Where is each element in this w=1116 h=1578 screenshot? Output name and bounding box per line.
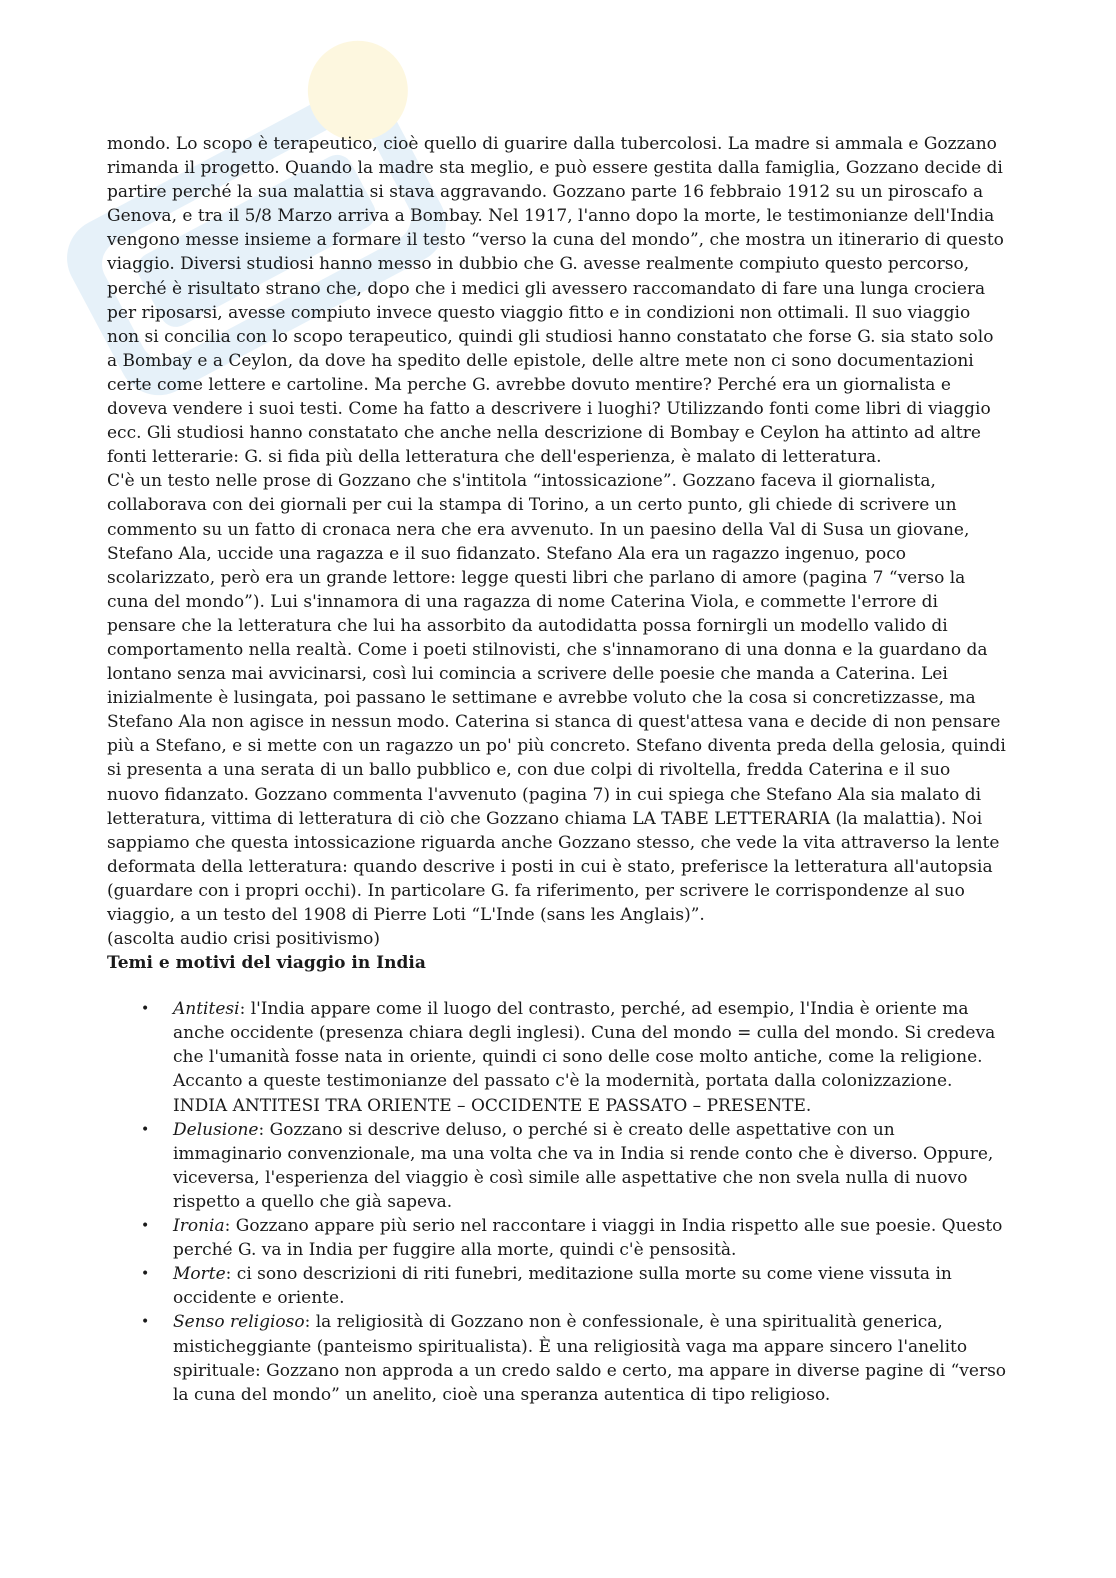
bullet-icon: • xyxy=(141,1121,150,1138)
list-item xyxy=(141,997,1007,1117)
theme-term: Antitesi xyxy=(173,999,240,1020)
section-heading: Temi e motivi del viaggio in India xyxy=(107,953,426,974)
list-item xyxy=(141,1262,1007,1310)
list-item xyxy=(141,1214,1007,1262)
paragraph-note: (ascolta audio crisi positivismo) xyxy=(107,929,381,950)
themes-list xyxy=(107,997,1007,1407)
bullet-icon: • xyxy=(141,1314,150,1331)
paragraph-viaggio: mondo. Lo scopo è terapeutico, cioè quello di guarire dalla tubercolosi. La madre si ammala e Gozzano rimanda il progetto. Quando la madre sta meglio, e può essere gestita dalla famiglia, Gozzano decide di partire perché la sua malattia si stava aggravando. Gozzano parte 16 febbraio 1912 su un piroscafo a Genova, e tra il 5/8 Marzo arriva a Bombay. Nel 1917, l'anno dopo la morte, le testimonianze dell'India vengono messe insieme a formare il testo “verso la cuna del mondo”, che mostra un itinerario di questo viaggio. Diversi studiosi hanno messo in dubbio che G. avesse realmente compiuto questo percorso, perché è risultato strano che, dopo che i medici gli avessero raccomandato di fare una lunga crociera per riposarsi, avesse compiuto invece questo viaggio fitto e in condizioni non ottimali. Il suo viaggio non si concilia con lo scopo terapeutico, quindi gli studiosi hanno constatato che forse G. sia stato solo a Bombay e a Ceylon, da dove ha spedito delle epistole, delle altre mete non ci sono documentazioni certe come lettere e cartoline. Ma perche G. avrebbe dovuto mentire? Perché era un giornalista e doveva vendere i suoi testi. Come ha fatto a descrivere i luoghi? Utilizzando fonti come libri di viaggio ecc. Gli studiosi hanno constatato che anche nella descrizione di Bombay e Ceylon ha attinto ad altre fonti letterarie: G. si fida più della letteratura che dell'esperienza, è malato di letteratura. xyxy=(107,134,1004,468)
theme-term: Senso religioso xyxy=(173,1312,305,1333)
paragraph-intossicazione: C'è un testo nelle prose di Gozzano che s'intitola “intossicazione”. Gozzano faceva il giornalista, collaborava con dei giornali per cui la stampa di Torino, a un certo punto, gli chiede di scrivere un commento su un fatto di cronaca nera che era avvenuto. In un paesino della Val di Susa un giovane, Stefano Ala, uccide una ragazza e il suo fidanzato. Stefano Ala era un ragazzo ingenuo, poco scolarizzato, però era un grande lettore: legge questi libri che parlano di amore (pagina 7 “verso la cuna del mondo”). Lui s'innamora di una ragazza di nome Caterina Viola, e commette l'errore di pensare che la letteratura che lui ha assorbito da autodidatta possa fornirgli un modello valido di comportamento nella realtà. Come i poeti stilnovisti, che s'innamorano di una donna e la guardano da lontano senza mai avvicinarsi, così lui comincia a scrivere delle poesie che manda a Caterina. Lei inizialmente è lusingata, poi passano le settimane e avrebbe voluto che la cosa si concretizzasse, ma Stefano Ala non agisce in nessun modo. Caterina si stanca di quest'attesa vana e decide di non pensare più a Stefano, e si mette con un ragazzo un po' più concreto. Stefano diventa preda della gelosia, quindi si presenta a una serata di un ballo pubblico e, con due colpi di rivoltella, fredda Caterina e il suo nuovo fidanzato. Gozzano commenta l'avvenuto (pagina 7) in cui spiega che Stefano Ala sia malato di letteratura, vittima di letteratura di ciò che Gozzano chiama LA TABE LETTERARIA (la malattia). Noi sappiamo che questa intossicazione riguarda anche Gozzano stesso, che vede la vita attraverso la lente deformata della letteratura: quando descrive i posti in cui è stato, preferisce la letteratura all'autopsia (guardare con i propri occhi). In particolare G. fa riferimento, per scrivere le corrispondenze al suo viaggio, a un testo del 1908 di Pierre Loti “L'Inde (sans les Anglais)”. xyxy=(107,471,1006,925)
document-page xyxy=(107,132,1007,1407)
bullet-icon: • xyxy=(141,1001,150,1018)
theme-term: Delusione xyxy=(173,1119,259,1140)
spacer xyxy=(107,975,1007,997)
list-item xyxy=(141,1310,1007,1406)
theme-text: : l'India appare come il luogo del contrasto, perché, ad esempio, l'India è oriente ma anche occidente (presenza chiara degli inglesi). Cuna del mondo = culla del mondo. Si credeva che l'umanità fosse nata in oriente, quindi ci sono delle cose molto antiche, come la religione. Accanto a queste testimonianze del passato c'è la modernità, portata dalla colonizzazione. INDIA ANTITESI TRA ORIENTE – OCCIDENTE E PASSATO – PRESENTE. xyxy=(173,999,996,1116)
theme-text: : ci sono descrizioni di riti funebri, meditazione sulla morte su come viene vissuta in occidente e oriente. xyxy=(173,1264,952,1309)
bullet-icon: • xyxy=(141,1218,150,1235)
theme-term: Ironia xyxy=(173,1216,225,1237)
list-item xyxy=(141,1118,1007,1214)
theme-text: : Gozzano appare più serio nel raccontare i viaggi in India rispetto alle sue poesie. Questo perché G. va in India per fuggire alla morte, quindi c'è pensosità. xyxy=(173,1216,1003,1261)
bullet-icon: • xyxy=(141,1266,150,1283)
theme-term: Morte xyxy=(173,1264,226,1285)
theme-text: : Gozzano si descrive deluso, o perché si è creato delle aspettative con un immaginario convenzionale, ma una volta che va in India si rende conto che è diverso. Oppure, viceversa, l'esperienza del viaggio è così simile alle aspettative che non svela nulla di nuovo rispetto a quello che già sapeva. xyxy=(173,1119,994,1212)
theme-text: : la religiosità di Gozzano non è confessionale, è una spiritualità generica, misticheggiante (panteismo spiritualista). È una religiosità vaga ma appare sincero l'anelito spirituale: Gozzano non approda a un credo saldo e certo, ma appare in diverse pagine di “verso la cuna del mondo” un anelito, cioè una speranza autentica di tipo religioso. xyxy=(173,1312,1007,1405)
